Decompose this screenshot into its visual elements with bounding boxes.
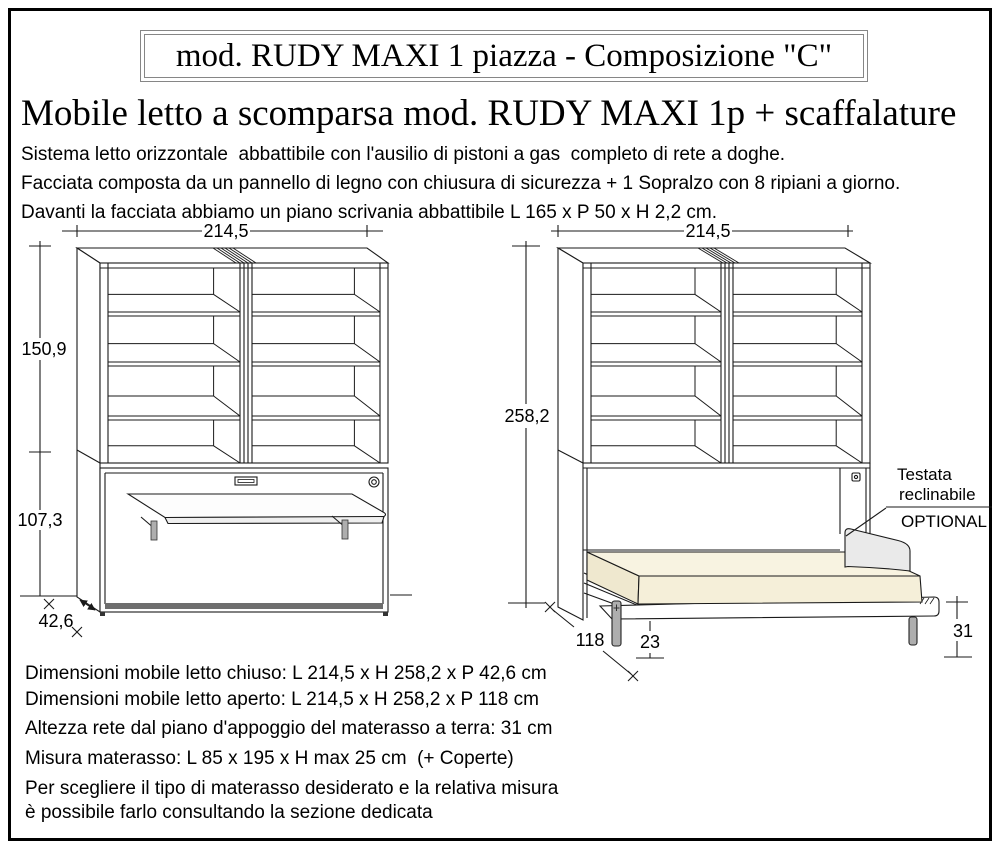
spec-note-line2: è possibile farlo consultando la sezione dedicata (25, 802, 433, 823)
description-line-1: Sistema letto orizzontale abbattibile con l'ausilio di pistoni a gas completo di rete a doghe. (21, 144, 786, 165)
open-shelf-unit (583, 263, 870, 463)
open-height-label: 258,2 (504, 406, 550, 426)
headboard-optional-label: OPTIONAL (901, 512, 987, 531)
closed-bed-panel (100, 468, 388, 612)
open-width-label: 214,5 (685, 221, 731, 241)
spec-note-line1: Per scegliere il tipo di materasso desiderato e la relativa misura (25, 778, 559, 799)
spec-closed-dimensions: Dimensioni mobile letto chiuso: L 214,5 x H 258,2 x P 42,6 cm (25, 663, 547, 684)
closed-unit-drawing (17, 221, 412, 637)
spec-mattress-size: Misura materasso: L 85 x 195 x H max 25 cm (+ Coperte) (25, 748, 514, 769)
closed-base-strip (105, 603, 383, 609)
closed-left-side (77, 248, 100, 612)
headboard-cushion (845, 529, 910, 571)
description-line-2: Facciata composta da un pannello di legno con chiusura di sicurezza + 1 Sopralzo con 8 ripiani a giorno. (21, 173, 901, 194)
desk-top (128, 494, 386, 518)
desk-leg-right (342, 520, 348, 539)
spec-open-dimensions: Dimensioni mobile letto aperto: L 214,5 x H 258,2 x P 118 cm (25, 689, 539, 710)
spec-base-height: Altezza rete dal piano d'appoggio del materasso a terra: 31 cm (25, 718, 553, 739)
bed-leg-right (909, 617, 917, 645)
closed-upper-height-label: 150,9 (21, 339, 67, 359)
desk-edge (165, 517, 384, 524)
headboard-note-line1: Testata (897, 465, 952, 484)
open-lock-icon (852, 473, 860, 481)
desk-leg-left (151, 521, 157, 540)
open-unit-drawing (504, 221, 992, 681)
open-left-side (558, 248, 583, 620)
mattress-front (638, 576, 922, 604)
closed-width-label: 214,5 (203, 221, 249, 241)
leg-height-label: 23 (639, 632, 661, 652)
base-height-label: 31 (952, 621, 974, 641)
closed-lower-height-label: 107,3 (17, 510, 63, 530)
description-line-3: Davanti la facciata abbiamo un piano scrivania abbattibile L 165 x P 50 x H 2,2 cm. (21, 202, 718, 223)
product-heading: Mobile letto a scomparsa mod. RUDY MAXI 1p + scaffalature (21, 93, 957, 134)
closed-depth-label: 42,6 (38, 611, 74, 631)
open-depth-label: 118 (575, 630, 605, 650)
page-title: mod. RUDY MAXI 1 piazza - Composizione "C" (175, 37, 833, 74)
headboard-note-line2: reclinabile (899, 485, 976, 504)
